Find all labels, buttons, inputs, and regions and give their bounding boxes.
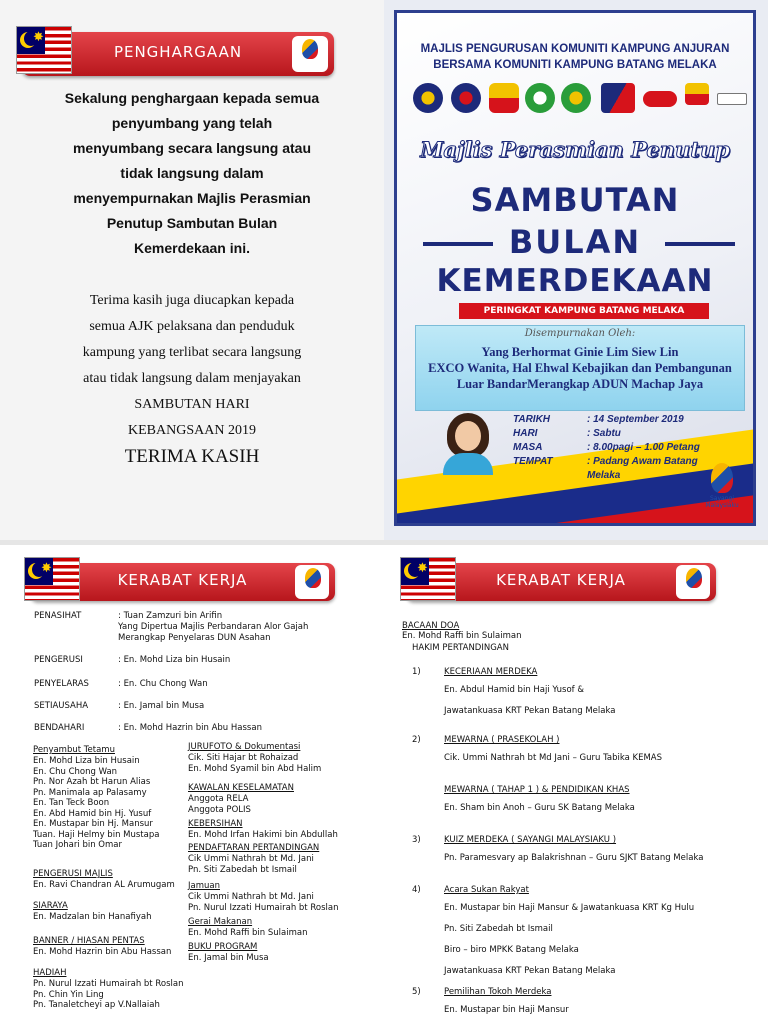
- group-member: Pn. Nurul Izzati Humairah bt Roslan: [188, 902, 339, 913]
- group-member: Pn. Nurul Izzati Humairah bt Roslan: [33, 979, 184, 989]
- appreciation-paragraph-2: Terima kasih juga diucapkan kepada semua AJK pelaksana dan penduduk kampung yang terlibat secara langsung atau tidak langsung dalam menjayakan SAMBUTAN HARI KEBANGSAAN 2019: [82, 293, 302, 438]
- item-line: Cik. Ummi Nathrah bt Md Jani – Guru Tabika KEMAS: [444, 753, 663, 763]
- agency-logo-icon: [525, 83, 555, 113]
- bacaan-doa-member: En. Mohd Raffi bin Sulaiman: [402, 631, 522, 641]
- audi-logo-icon: [717, 93, 747, 105]
- group-member: Tuan Johari bin Omar: [33, 840, 122, 850]
- group-member: En. Mohd Hazrin bin Abu Hassan: [33, 947, 172, 957]
- organizer-text: MAJLIS PENGURUSAN KOMUNITI KAMPUNG ANJURAN BERSAMA KOMUNITI KAMPUNG BATANG MELAKA: [420, 43, 730, 71]
- group-member: En. Mustapar bin Hj. Mansur: [33, 819, 153, 829]
- rela-logo-icon: [561, 83, 591, 113]
- role-member: Merangkap Penyelaras DUN Asahan: [118, 633, 271, 643]
- item-line: Biro – biro MPKK Batang Melaka: [444, 945, 579, 955]
- group-title: KEBERSIHAN: [188, 819, 243, 829]
- brand-logo-icon: [643, 91, 677, 107]
- sayangi-malaysiaku-logo-icon: [295, 565, 329, 599]
- group-member: Cik Ummi Nathrah bt Md. Jani: [188, 854, 314, 864]
- role-member: : En. Mohd Liza bin Husain: [118, 655, 231, 665]
- group-title: JURUFOTO & Dokumentasi: [188, 742, 301, 752]
- role-label: PENGERUSI: [34, 655, 83, 665]
- role-label: PENASIHAT: [34, 611, 82, 621]
- role-member: : Tuan Zamzuri bin Arifin: [118, 611, 223, 621]
- sayangi-malaysiaku-logo-icon: [292, 36, 328, 72]
- group-member: En. Chu Chong Wan: [33, 766, 118, 777]
- item-title: KECERIAAN MERDEKA: [444, 667, 538, 677]
- appreciation-banner: [22, 32, 334, 76]
- event-poster: [394, 10, 756, 526]
- group-title: Jamuan: [188, 881, 220, 891]
- poster-title-kemerdekaan: KEMERDEKAAN: [436, 263, 714, 299]
- appreciation-panel: [0, 0, 384, 540]
- guest-portrait: [443, 413, 493, 473]
- item-title: MEWARNA ( TAHAP 1 ) & PENDIDIKAN KHAS: [444, 785, 630, 795]
- appreciation-paragraph-1: Sekalung penghargaan kepada semua penyumbang yang telah menyumbang secara langsung atau tidak langsung dalam menyempurnakan Majlis Perasmian Penutup Sambutan Bulan Kemerdekaan ini.: [64, 90, 320, 256]
- item-title: MEWARNA ( PRASEKOLAH ): [444, 735, 560, 745]
- group-member: Pn. Tanaletcheyi ap V.Nallaiah: [33, 1000, 160, 1010]
- item-line: En. Mustapar bin Haji Mansur & Jawatankuasa KRT Kg Hulu: [444, 903, 695, 913]
- detail-row: TEMPAT : Padang Awam Batang: [513, 456, 698, 467]
- committee-panel-left: [0, 545, 384, 1024]
- committee-panel-right: [384, 545, 768, 1024]
- poster-script-title: Majlis Perasmian Penutup: [420, 137, 730, 162]
- sponsor-logos: [411, 83, 739, 123]
- judges-title: HAKIM PERTANDINGAN: [412, 643, 509, 653]
- group-member: En. Mohd Liza bin Husain: [33, 756, 140, 766]
- malaysia-flag-icon: ✸: [400, 557, 456, 601]
- perpaduan-logo-icon: [685, 83, 709, 105]
- role-member: : En. Chu Chong Wan: [118, 679, 208, 689]
- item-title: Acara Sukan Rakyat: [444, 885, 529, 895]
- item-number: 3): [412, 835, 421, 845]
- item-line: Pn. Siti Zabedah bt Ismail: [444, 924, 553, 934]
- group-title: BUKU PROGRAM: [188, 942, 258, 952]
- item-number: 4): [412, 885, 421, 895]
- sayangi-malaysiaku-logo-icon: [676, 565, 710, 599]
- group-title: BANNER / HIASAN PENTAS: [33, 936, 145, 946]
- group-member: En. Abd Hamid bin Hj. Yusuf: [33, 808, 152, 819]
- role-label: SETIAUSAHA: [34, 701, 89, 711]
- detail-row: MASA : 8.00pagi – 1.00 Petang: [513, 442, 700, 453]
- committee-banner-right: [406, 563, 716, 601]
- item-title: Pemilihan Tokoh Merdeka: [444, 987, 552, 997]
- sayangi-malaysiaku-icon: [711, 463, 733, 493]
- group-member: Anggota POLIS: [188, 804, 251, 815]
- group-title: Gerai Makanan: [188, 917, 253, 927]
- group-title: KAWALAN KESELAMATAN: [188, 783, 294, 793]
- group-title: PENGERUSI MAJLIS: [33, 869, 113, 879]
- group-member: Anggota RELA: [188, 794, 249, 804]
- group-title: Penyambut Tetamu: [33, 745, 115, 755]
- role-label: BENDAHARI: [34, 723, 85, 733]
- item-number: 1): [412, 667, 421, 677]
- group-member: En. Mohd Irfan Hakimi bin Abdullah: [188, 830, 338, 840]
- group-member: En. Ravi Chandran AL Arumugam: [33, 880, 175, 890]
- group-member: Pn. Nor Azah bt Harun Alias: [33, 777, 151, 787]
- appreciation-title: PENGHARGAAN: [113, 43, 243, 61]
- group-member: Pn. Manimala ap Palasamy: [33, 787, 147, 798]
- detail-row: TARIKH : 14 September 2019: [513, 414, 684, 425]
- committee-banner-left: [30, 563, 335, 601]
- committee-title-left: KERABAT KERJA: [117, 571, 248, 589]
- role-label: PENYELARAS: [34, 679, 89, 689]
- item-number: 2): [412, 735, 421, 745]
- group-member: En. Madzalan bin Hanafiyah: [33, 912, 152, 922]
- item-number: 5): [412, 987, 421, 997]
- poster-panel: [384, 0, 768, 540]
- poster-title-bulan: BULAN: [508, 223, 642, 261]
- group-member: En. Tan Teck Boon: [33, 798, 110, 808]
- group-member: Tuan. Haji Helmy bin Mustapa: [33, 829, 160, 840]
- role-member: : En. Mohd Hazrin bin Abu Hassan: [118, 723, 262, 733]
- role-member: Yang Dipertua Majlis Perbandaran Alor Gajah: [118, 622, 309, 632]
- group-member: Pn. Siti Zabedah bt Ismail: [188, 864, 297, 875]
- malaysia-flag-icon: ✸: [16, 26, 72, 74]
- council-logo-icon: [451, 83, 481, 113]
- item-line: En. Sham bin Anoh – Guru SK Batang Melaka: [444, 803, 635, 813]
- group-member: Pn. Chin Yin Ling: [33, 989, 104, 1000]
- group-title: PENDAFTARAN PERTANDINGAN: [188, 843, 320, 853]
- group-member: En. Jamal bin Musa: [188, 953, 269, 963]
- role-member: : En. Jamal bin Musa: [118, 701, 205, 711]
- officiated-by-label: Disempurnakan Oleh:: [524, 328, 636, 339]
- peringkat-ribbon: PERINGKAT KAMPUNG BATANG MELAKA: [459, 303, 709, 319]
- detail-row: HARI : Sabtu: [513, 428, 621, 439]
- item-line: Pn. Paramesvary ap Balakrishnan – Guru SJKT Batang Melaka: [444, 853, 704, 863]
- bacaan-doa-title: BACAAN DOA: [402, 621, 460, 631]
- group-member: En. Mohd Syamil bin Abd Halim: [188, 763, 322, 774]
- group-member: Cik. Siti Hajar bt Rohaizad: [188, 753, 299, 763]
- group-member: En. Mohd Raffi bin Sulaiman: [188, 928, 308, 938]
- malaysia-flag-icon: ✸: [24, 557, 80, 601]
- poster-title-sambutan: SAMBUTAN: [470, 181, 680, 219]
- officiated-by-name: Yang Berhormat Ginie Lim Siew Lin EXCO Wanita, Hal Ehwal Kebajikan dan Pembangunan Luar BandarMerangkap ADUN Machap Jaya: [428, 345, 732, 391]
- ministry-logo-icon: [601, 83, 635, 113]
- item-line: En. Mustapar bin Haji Mansur: [444, 1005, 569, 1015]
- item-line: Jawatankuasa KRT Pekan Batang Melaka: [444, 706, 616, 716]
- group-title: SIARAYA: [33, 901, 68, 911]
- thank-you-heading: TERIMA KASIH: [124, 446, 260, 467]
- item-line: Jawatankuasa KRT Pekan Batang Melaka: [444, 966, 616, 976]
- police-logo-icon: [413, 83, 443, 113]
- officiated-by-box: [415, 325, 745, 411]
- item-line: En. Abdul Hamid bin Haji Yusof &: [444, 685, 584, 695]
- state-crest-icon: [489, 83, 519, 113]
- committee-title-right: KERABAT KERJA: [496, 571, 626, 589]
- group-title: HADIAH: [33, 968, 67, 978]
- detail-row: Melaka: [587, 470, 621, 481]
- item-title: KUIZ MERDEKA ( SAYANGI MALAYSIAKU ): [444, 835, 617, 845]
- sayangi-malaysiaku-logo: Sayangi Malaysiaku: [699, 463, 745, 523]
- group-member: Cik Ummi Nathrah bt Md. Jani: [188, 892, 314, 902]
